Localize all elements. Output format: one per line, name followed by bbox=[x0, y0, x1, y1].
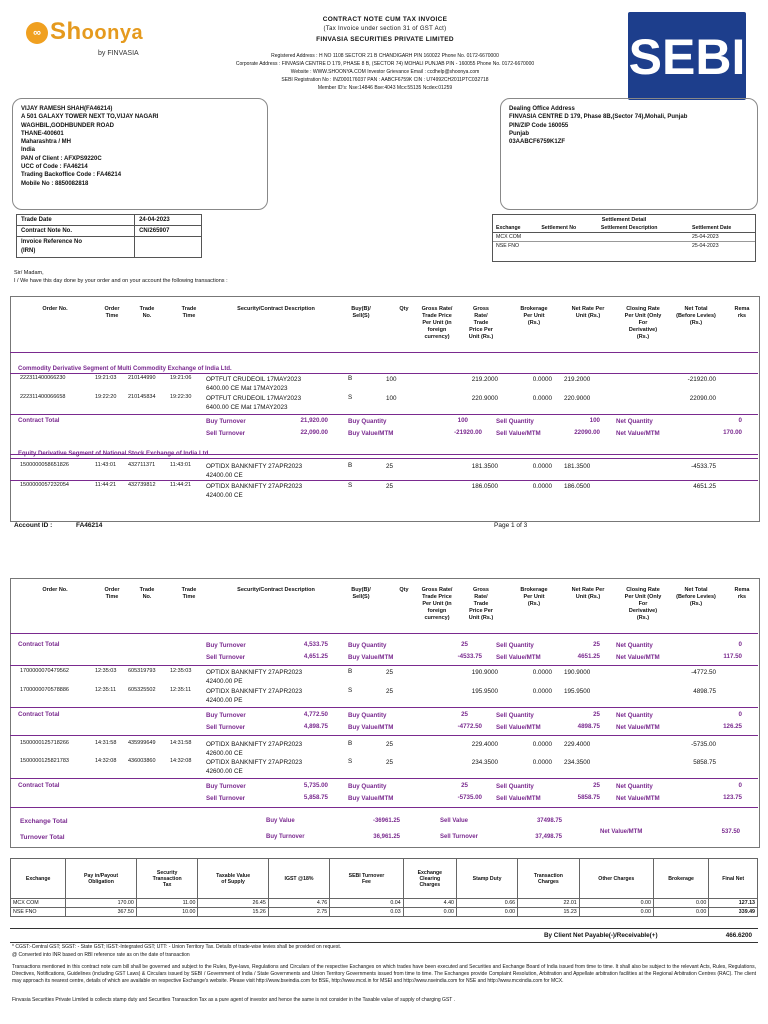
net-quantity-label: Net Quantity bbox=[616, 418, 653, 425]
row-desc-1: OPTFUT CRUDEOIL 17MAY2023 bbox=[206, 395, 302, 402]
segment-title-mcx: Commodity Derivative Segment of Multi Commodity Exchange of India Ltd. bbox=[18, 366, 232, 372]
infinity-icon: ∞ bbox=[26, 22, 48, 44]
col-header-total: Net Total (Before Levies) (Rs.) bbox=[676, 587, 716, 607]
sell-turnover-label: Sell Turnover bbox=[206, 795, 246, 802]
trade-row bbox=[10, 482, 758, 504]
turnover-total-label: Turnover Total bbox=[20, 834, 65, 841]
settlement-title: Settlement Detail bbox=[601, 217, 647, 223]
charges-cell: 4.40 bbox=[403, 899, 456, 908]
row-desc-1: OPTIDX BANKNIFTY 27APR2023 bbox=[206, 688, 303, 695]
row-order-time: 11:44:21 bbox=[95, 482, 117, 488]
row-desc-2: 42400.00 PE bbox=[206, 678, 243, 685]
charges-cell: 367.50 bbox=[66, 908, 137, 917]
row-brokerage: 0.0000 bbox=[532, 669, 552, 676]
shoonya-logo bbox=[22, 18, 142, 68]
row-trade-time: 14:31:58 bbox=[170, 740, 192, 746]
row-trade-time: 12:35:03 bbox=[170, 668, 192, 674]
sell-turnover-value: 4,898.75 bbox=[303, 723, 328, 730]
sell-value-label: Sell Value/MTM bbox=[496, 795, 541, 802]
contract-total-label: Contract Total bbox=[18, 641, 60, 648]
charges-cell: 0.00 bbox=[456, 908, 517, 917]
buy-turnover-label: Buy Turnover bbox=[206, 642, 246, 649]
charges-cell: 0.00 bbox=[653, 899, 708, 908]
net-quantity-value: 0 bbox=[738, 641, 742, 648]
row-buy-sell: S bbox=[348, 758, 353, 765]
footnote-rbi: @ Converted into INR based on RBI reference rate as on the date of transaction bbox=[12, 952, 190, 958]
row-net-rate: 219.2000 bbox=[564, 376, 591, 383]
row-buy-sell: B bbox=[348, 668, 353, 675]
divider bbox=[10, 778, 758, 779]
exchange-buy-turnover: 36,961.25 bbox=[373, 834, 400, 840]
row-net-rate: 229.4000 bbox=[564, 741, 591, 748]
row-order-time: 19:21:03 bbox=[95, 375, 117, 381]
row-buy-sell: B bbox=[348, 740, 353, 747]
charges-col-header: Security Transaction Tax bbox=[136, 859, 198, 899]
charges-cell: 15.26 bbox=[198, 908, 268, 917]
charges-cell: 2.75 bbox=[268, 908, 329, 917]
row-qty: 25 bbox=[386, 483, 394, 490]
sell-value-value: 4651.25 bbox=[577, 653, 600, 660]
intro-text: I / We have this day done by your order and on your account the following transactions : bbox=[14, 278, 228, 284]
buy-turnover-label: Buy Turnover bbox=[206, 418, 246, 425]
buy-value-label: Buy Value/MTM bbox=[348, 654, 394, 661]
page-number: Page 1 of 3 bbox=[494, 522, 528, 529]
charges-col-header: Brokerage bbox=[653, 859, 708, 899]
charges-cell: 0.00 bbox=[653, 908, 708, 917]
net-payable-label: By Client Net Payable(-)/Receivable(+) bbox=[544, 932, 658, 939]
row-trade-no: 210145834 bbox=[128, 394, 156, 400]
row-net-rate: 195.9500 bbox=[564, 688, 591, 695]
col-header-order: Order No. bbox=[42, 587, 68, 593]
divider bbox=[10, 414, 758, 415]
account-id: FA46214 bbox=[76, 522, 103, 529]
row-buy-sell: S bbox=[348, 394, 353, 401]
contract-total-block bbox=[10, 641, 758, 667]
buy-turnover-label: Buy Turnover bbox=[266, 834, 305, 840]
col-header-bs: Buy(B)/ Sell(S) bbox=[351, 587, 371, 600]
buy-value-value: -4772.50 bbox=[457, 723, 482, 730]
sell-value-label: Sell Value/MTM bbox=[496, 654, 541, 661]
sell-quantity-label: Sell Quantity bbox=[496, 783, 534, 790]
col-header-otime: Order Time bbox=[104, 587, 120, 600]
divider bbox=[10, 665, 758, 666]
row-trade-no: 432739812 bbox=[128, 482, 156, 488]
row-buy-sell: B bbox=[348, 462, 353, 469]
charges-row-mcx bbox=[11, 899, 758, 908]
divider bbox=[10, 735, 758, 736]
row-order-time: 12:35:03 bbox=[95, 668, 117, 674]
row-qty: 100 bbox=[386, 376, 397, 383]
row-trade-no: 605325502 bbox=[128, 687, 156, 693]
sell-quantity-label: Sell Quantity bbox=[496, 712, 534, 719]
row-desc-1: OPTFUT CRUDEOIL 17MAY2023 bbox=[206, 376, 302, 383]
charges-cell: 26.45 bbox=[198, 899, 268, 908]
buy-turnover-label: Buy Turnover bbox=[206, 712, 246, 719]
col-header-gross2: Gross Rate/ Trade Price Per Unit (Rs.) bbox=[468, 587, 494, 621]
row-buy-sell: B bbox=[348, 375, 353, 382]
row-order-time: 14:32:08 bbox=[95, 758, 117, 764]
row-trade-no: 436003860 bbox=[128, 758, 156, 764]
exchange-buy-value: -36961.25 bbox=[372, 818, 400, 824]
sell-value-label: Sell Value/MTM bbox=[496, 430, 541, 437]
row-qty: 100 bbox=[386, 395, 397, 402]
corporate-address: Corporate Address : FINVASIA CENTRE D 179, PHASE 8 B, (SECTOR 74) MOHALI PUNJAB PIN - 160055 Phone No. 0172-6670000 bbox=[235, 61, 535, 67]
client-address-box bbox=[12, 98, 268, 210]
member-ids: Member ID's: Nse:14846 Bse:4043 Mcx:55135 Ncdex:01259 bbox=[317, 85, 453, 91]
row-brokerage: 0.0000 bbox=[532, 463, 552, 470]
row-order: 1500000057232054 bbox=[20, 482, 69, 488]
sell-quantity-value: 100 bbox=[589, 417, 600, 424]
buy-value-label: Buy Value/MTM bbox=[348, 795, 394, 802]
col-header-gross: Gross Rate/ Trade Price Per Unit (in foreign currency) bbox=[421, 306, 453, 340]
charges-cell: 0.03 bbox=[330, 908, 403, 917]
row-order-time: 14:31:58 bbox=[95, 740, 117, 746]
buy-turnover-value: 4,533.75 bbox=[303, 641, 328, 648]
row-order-time: 19:22:20 bbox=[95, 394, 117, 400]
net-payable-value: 466.6200 bbox=[725, 932, 752, 939]
row-gross-rate: 181.3500 bbox=[471, 463, 498, 470]
row-net-total: -21920.00 bbox=[687, 376, 716, 383]
doc-title: CONTRACT NOTE CUM TAX INVOICE bbox=[322, 16, 448, 23]
row-gross-rate: 195.9500 bbox=[471, 688, 498, 695]
sell-value-label: Sell Value/MTM bbox=[496, 724, 541, 731]
col-header-trade: Trade No. bbox=[139, 587, 155, 600]
net-value-label: Net Value/MTM bbox=[600, 829, 643, 835]
net-quantity-value: 0 bbox=[738, 417, 742, 424]
row-trade-time: 11:43:01 bbox=[170, 462, 192, 468]
company-name: FINVASIA SECURITIES PRIVATE LIMITED bbox=[316, 36, 454, 43]
buy-value-label: Buy Value/MTM bbox=[348, 430, 394, 437]
charges-cell: 10.00 bbox=[136, 908, 198, 917]
sell-turnover-value: 4,651.25 bbox=[303, 653, 328, 660]
charges-col-header: Final Net bbox=[709, 859, 758, 899]
net-value-value: 126.25 bbox=[723, 723, 742, 730]
net-quantity-value: 0 bbox=[738, 711, 742, 718]
charges-col-header: Exchange bbox=[11, 859, 66, 899]
net-value-value: 117.50 bbox=[723, 653, 742, 660]
row-desc-2: 6400.00 CE Mat 17MAY2023 bbox=[206, 385, 288, 392]
col-header-desc: Security/Contract Description bbox=[237, 587, 315, 593]
charges-cell: 0.00 bbox=[403, 908, 456, 917]
sell-turnover-label: Sell Turnover bbox=[206, 724, 246, 731]
charges-cell: 0.00 bbox=[579, 908, 653, 917]
col-header-otime: Order Time bbox=[104, 306, 120, 319]
col-header-close: Closing Rate Per Unit (Only For Derivative) (Rs.) bbox=[624, 587, 662, 621]
trade-row bbox=[10, 687, 758, 709]
sell-turnover-label: Sell Turnover bbox=[440, 834, 478, 840]
sebi-registration: SEBI Registration No : INZ000176037 PAN : AABCF6759K CIN : U74992CH2011PTC032718 bbox=[281, 77, 489, 83]
trade-date: 24-04-2023 bbox=[135, 215, 202, 226]
exchange-total-label: Exchange Total bbox=[20, 818, 68, 825]
col-header-qty: Qty bbox=[399, 306, 409, 312]
charges-col-header: Pay in/Payout Obligation bbox=[66, 859, 137, 899]
charges-cell: 4.76 bbox=[268, 899, 329, 908]
sell-value-label: Sell Value bbox=[440, 818, 469, 824]
row-brokerage: 0.0000 bbox=[532, 688, 552, 695]
row-desc-2: 42600.00 CE bbox=[206, 768, 243, 775]
contract-total-label: Contract Total bbox=[18, 417, 60, 424]
row-trade-no: 605319793 bbox=[128, 668, 156, 674]
col-header-trade: Trade No. bbox=[139, 306, 155, 319]
charges-col-header: Exchange Clearing Charges bbox=[403, 859, 456, 899]
row-gross-rate: 186.0500 bbox=[471, 483, 498, 490]
row-gross-rate: 229.4000 bbox=[471, 741, 498, 748]
row-net-total: -5735.00 bbox=[691, 741, 716, 748]
row-net-total: -4772.50 bbox=[691, 669, 716, 676]
charges-col-header: Taxable Value of Supply bbox=[198, 859, 268, 899]
charges-cell: 11.00 bbox=[136, 899, 198, 908]
row-order: 222311400066230 bbox=[20, 375, 66, 381]
sell-value-value: 5858.75 bbox=[577, 794, 600, 801]
contract-note-no: CN/265907 bbox=[135, 226, 202, 237]
row-net-total: 4651.25 bbox=[693, 483, 716, 490]
buy-quantity-label: Buy Quantity bbox=[348, 712, 387, 719]
charges-cell: 22.01 bbox=[518, 899, 580, 908]
sell-quantity-value: 25 bbox=[593, 711, 600, 718]
net-quantity-label: Net Quantity bbox=[616, 712, 653, 719]
buy-turnover-value: 21,920.00 bbox=[300, 417, 328, 424]
row-desc-1: OPTIDX BANKNIFTY 27APR2023 bbox=[206, 483, 303, 490]
contract-total-block bbox=[10, 711, 758, 737]
client-address: VIJAY RAMESH SHAH(FA46214) A 501 GALAXY TOWER NEXT TO,VIJAY NAGARI WAGHBIL,GODHBUNDER ROAD THANE-400601 Maharashtra / MH India PAN of Client : AFXPS9220C UCC of Code : FA46214 Trading Backoffice Code : FA46214 Mobile No : 8850082818 bbox=[21, 106, 159, 187]
sell-turnover-label: Sell Turnover bbox=[206, 430, 246, 437]
charges-cell: MCX COM bbox=[11, 899, 66, 908]
exchange-sell-value: 37498.75 bbox=[536, 818, 562, 824]
row-desc-2: 6400.00 CE Mat 17MAY2023 bbox=[206, 404, 288, 411]
net-value-value: 170.00 bbox=[723, 429, 742, 436]
col-header-total: Net Total (Before Levies) (Rs.) bbox=[676, 306, 716, 326]
col-header-ttime: Trade Time bbox=[181, 587, 197, 600]
row-order: 1700000070479562 bbox=[20, 668, 69, 674]
row-order-time: 11:43:01 bbox=[95, 462, 117, 468]
row-net-rate: 220.9000 bbox=[564, 395, 591, 402]
row-desc-1: OPTIDX BANKNIFTY 27APR2023 bbox=[206, 669, 303, 676]
row-gross-rate: 219.2000 bbox=[471, 376, 498, 383]
col-header-ttime: Trade Time bbox=[181, 306, 197, 319]
net-value-label: Net Value/MTM bbox=[616, 795, 660, 802]
sell-quantity-value: 25 bbox=[593, 641, 600, 648]
col-header-bs: Buy(B)/ Sell(S) bbox=[351, 306, 371, 319]
contract-total-label: Contract Total bbox=[18, 711, 60, 718]
charges-header-row bbox=[11, 859, 758, 899]
net-value-label: Net Value/MTM bbox=[616, 724, 660, 731]
doc-subtitle: (Tax Invoice under section 31 of GST Act) bbox=[323, 26, 447, 32]
segment-title-nse: Equity Derivative Segment of National Stock Exchange of India Ltd. bbox=[18, 451, 211, 457]
col-header-gross2: Gross Rate/ Trade Price Per Unit (Rs.) bbox=[468, 306, 494, 340]
row-net-rate: 181.3500 bbox=[564, 463, 591, 470]
buy-turnover-value: 4,772.50 bbox=[303, 711, 328, 718]
row-qty: 25 bbox=[386, 463, 394, 470]
charges-col-header: Stamp Duty bbox=[456, 859, 517, 899]
buy-value-value: -5735.00 bbox=[457, 794, 482, 801]
row-qty: 25 bbox=[386, 759, 394, 766]
charges-cell: NSE FNO bbox=[11, 908, 66, 917]
footnote-gst: * CGST:-Central GST; SGST: - State GST; IGST:-Integrated GST; UTT: - Union Territory Tax. Details of trade-wise levies shall be provided on request. bbox=[12, 944, 342, 950]
buy-turnover-value: 5,735.00 bbox=[303, 782, 328, 789]
buy-value-value: -21920.00 bbox=[454, 429, 482, 436]
charges-cell: 0.66 bbox=[456, 899, 517, 908]
buy-quantity-value: 25 bbox=[461, 641, 468, 648]
row-trade-no: 432711371 bbox=[128, 462, 156, 468]
charges-cell: 0.00 bbox=[579, 899, 653, 908]
col-header-net: Net Rate Per Unit (Rs.) bbox=[571, 306, 605, 319]
row-order: 1500000125821783 bbox=[20, 758, 69, 764]
row-net-total: 22090.00 bbox=[689, 395, 716, 402]
row-net-total: -4533.75 bbox=[691, 463, 716, 470]
logo-by: by FINVASIA bbox=[98, 50, 139, 57]
col-header-order: Order No. bbox=[42, 306, 68, 312]
sell-value-value: 4898.75 bbox=[577, 723, 600, 730]
trade-row bbox=[10, 758, 758, 780]
registered-address: Registered Address : H NO 1108 SECTOR 21 B CHANDIGARH PIN 160022 Phone No. 0172-6670000 bbox=[271, 53, 499, 59]
contract-total-label: Contract Total bbox=[18, 782, 60, 789]
row-trade-time: 11:44:21 bbox=[170, 482, 192, 488]
charges-cell: 0.04 bbox=[330, 899, 403, 908]
col-header-net: Net Rate Per Unit (Rs.) bbox=[571, 587, 605, 600]
charges-row-nse bbox=[11, 908, 758, 917]
col-header-qty: Qty bbox=[399, 587, 409, 593]
net-value-value: 123.75 bbox=[723, 794, 742, 801]
divider bbox=[10, 707, 758, 708]
charges-col-header: IGST @18% bbox=[268, 859, 329, 899]
row-desc-1: OPTIDX BANKNIFTY 27APR2023 bbox=[206, 463, 303, 470]
row-net-rate: 186.0500 bbox=[564, 483, 591, 490]
row-gross-rate: 234.3500 bbox=[471, 759, 498, 766]
exchange-sell-turnover: 37,498.75 bbox=[535, 834, 562, 840]
divider bbox=[10, 807, 758, 808]
row-trade-time: 19:22:30 bbox=[170, 394, 192, 400]
buy-value-label: Buy Value/MTM bbox=[348, 724, 394, 731]
website-line: Website : WWW.SHOONYA.COM Investor Grievance Email : ccdhelp@shoonya.com bbox=[290, 69, 480, 75]
charges-col-header: SEBI Turnover Fee bbox=[330, 859, 403, 899]
dealing-office-box bbox=[500, 98, 758, 210]
row-net-total: 4898.75 bbox=[693, 688, 716, 695]
row-net-total: 5858.75 bbox=[693, 759, 716, 766]
row-trade-time: 14:32:08 bbox=[170, 758, 192, 764]
sebi-logo bbox=[628, 12, 746, 100]
row-buy-sell: S bbox=[348, 687, 353, 694]
col-header-brok: Brokerage Per Unit (Rs.) bbox=[520, 587, 548, 607]
divider bbox=[10, 480, 758, 481]
buy-quantity-value: 25 bbox=[461, 782, 468, 789]
buy-value-label: Buy Value bbox=[266, 818, 295, 824]
sell-quantity-label: Sell Quantity bbox=[496, 418, 534, 425]
net-value-label: Net Value/MTM bbox=[616, 430, 660, 437]
sell-quantity-label: Sell Quantity bbox=[496, 642, 534, 649]
charges-col-header: Other Charges bbox=[579, 859, 653, 899]
sell-value-value: 22090.00 bbox=[574, 429, 600, 436]
charges-cell: 127.13 bbox=[709, 899, 758, 908]
buy-quantity-value: 25 bbox=[461, 711, 468, 718]
net-value-label: Net Value/MTM bbox=[616, 654, 660, 661]
col-header-brok: Brokerage Per Unit (Rs.) bbox=[520, 306, 548, 326]
sell-turnover-value: 22,090.00 bbox=[300, 429, 328, 436]
row-desc-1: OPTIDX BANKNIFTY 27APR2023 bbox=[206, 741, 303, 748]
sell-quantity-value: 25 bbox=[593, 782, 600, 789]
row-order: 1700000070578886 bbox=[20, 687, 69, 693]
row-order: 222311400066658 bbox=[20, 394, 66, 400]
row-desc-2: 42600.00 CE bbox=[206, 750, 243, 757]
dealing-office-address: Dealing Office Address FINVASIA CENTRE D 179, Phase 8B,(Sector 74),Mohali, Punjab PIN/ZIP Code 160055 Punjab 03AABCF6759K1ZF bbox=[509, 106, 688, 146]
row-brokerage: 0.0000 bbox=[532, 741, 552, 748]
col-header-rem: Rema rks bbox=[734, 306, 750, 319]
logo-text: Sh bbox=[50, 18, 82, 45]
settlement-table: Exchange Settlement No Settlement Description Settlement Date MCX COM 25-04-2023 NSE FNO 25-04-2023 bbox=[493, 224, 755, 250]
charges-cell: 339.49 bbox=[709, 908, 758, 917]
exchange-net-value: 537.50 bbox=[721, 829, 740, 835]
col-header-rem: Rema rks bbox=[734, 587, 750, 600]
contract-total-block bbox=[10, 782, 758, 808]
row-trade-time: 12:35:11 bbox=[170, 687, 192, 693]
row-desc-2: 42400.00 PE bbox=[206, 697, 243, 704]
charges-col-header: Transaction Charges bbox=[518, 859, 580, 899]
sell-turnover-value: 5,858.75 bbox=[303, 794, 328, 801]
buy-value-value: -4533.75 bbox=[457, 653, 482, 660]
row-desc-1: OPTIDX BANKNIFTY 27APR2023 bbox=[206, 759, 303, 766]
row-trade-time: 19:21:06 bbox=[170, 375, 192, 381]
buy-quantity-value: 100 bbox=[457, 417, 468, 424]
row-trade-no: 210144990 bbox=[128, 375, 156, 381]
row-brokerage: 0.0000 bbox=[532, 376, 552, 383]
salutation: Sir/ Madam, bbox=[14, 270, 44, 276]
charges-cell: 170.00 bbox=[66, 899, 137, 908]
net-quantity-label: Net Quantity bbox=[616, 783, 653, 790]
row-qty: 25 bbox=[386, 669, 394, 676]
charges-cell: 15.23 bbox=[518, 908, 580, 917]
col-header-close: Closing Rate Per Unit (Only For Derivative) (Rs.) bbox=[624, 306, 662, 340]
row-brokerage: 0.0000 bbox=[532, 483, 552, 490]
row-gross-rate: 220.9000 bbox=[471, 395, 498, 402]
row-qty: 25 bbox=[386, 688, 394, 695]
col-header-desc: Security/Contract Description bbox=[237, 306, 315, 312]
trade-info-table: Trade Date 24-04-2023 Contract Note No. CN/265907 Invoice Reference No (IRN) bbox=[16, 214, 202, 258]
account-id-label: Account ID : bbox=[14, 522, 53, 529]
row-desc-2: 42400.00 CE bbox=[206, 492, 243, 499]
stamp-duty-note: Finvasia Securities Private Limited is collects stamp duty and Securities Transaction Tax as a pure agent of investor and hence the same is not consider in the Taxable value of supply of charging GST . bbox=[12, 997, 456, 1003]
net-quantity-value: 0 bbox=[738, 782, 742, 789]
buy-turnover-label: Buy Turnover bbox=[206, 783, 246, 790]
row-brokerage: 0.0000 bbox=[532, 395, 552, 402]
buy-quantity-label: Buy Quantity bbox=[348, 418, 387, 425]
buy-quantity-label: Buy Quantity bbox=[348, 642, 387, 649]
row-qty: 25 bbox=[386, 741, 394, 748]
row-order: 1500000058651826 bbox=[20, 462, 69, 468]
contract-total-block bbox=[10, 417, 758, 443]
buy-quantity-label: Buy Quantity bbox=[348, 783, 387, 790]
charges-table bbox=[10, 858, 758, 917]
settlement-detail-box bbox=[492, 214, 756, 262]
net-quantity-label: Net Quantity bbox=[616, 642, 653, 649]
sell-turnover-label: Sell Turnover bbox=[206, 654, 246, 661]
sebi-logo-text: SEBI bbox=[628, 29, 746, 85]
col-header-gross: Gross Rate/ Trade Price Per Unit (in foreign currency) bbox=[421, 587, 453, 621]
logo-text-2: oonya bbox=[81, 22, 144, 44]
row-order: 1500000125718266 bbox=[20, 740, 69, 746]
row-gross-rate: 190.9000 bbox=[471, 669, 498, 676]
row-net-rate: 190.9000 bbox=[564, 669, 591, 676]
terms-paragraph: Transactions mentioned in this contract note cum bill shall be governed and subject to the Rules, Bye-laws, Regulations and Circulars of the respective Exchanges on which trades have been executed and Securities and Exchange Board of India issued from time to time. It shall also be subject to the relevant Acts, Rules, Regulations, Directives, Notifications, Guidelines (including GST Laws) & Circulars issued by SEBI / Government of India / State Governments and Union Territory Governments issued from time to time. The Exchanges provide Complaint Resolution, Arbitration and Appellate arbitration facilities at the Regional Arbitration Centres (RAC). The client may approach its nearest centre, details of which are available on respective Exchange's website. Please visit http://www.bseindia.com for BSE, http://www.mcxl.in for MSEI and http://www.nseindia.com for NSE and http://www.mcxindia.com for MCX. bbox=[12, 964, 756, 984]
row-buy-sell: S bbox=[348, 482, 353, 489]
row-trade-no: 435999649 bbox=[128, 740, 156, 746]
row-order-time: 12:35:11 bbox=[95, 687, 117, 693]
trade-row bbox=[10, 394, 758, 416]
row-desc-2: 42400.00 CE bbox=[206, 472, 243, 479]
row-net-rate: 234.3500 bbox=[564, 759, 591, 766]
row-brokerage: 0.0000 bbox=[532, 759, 552, 766]
